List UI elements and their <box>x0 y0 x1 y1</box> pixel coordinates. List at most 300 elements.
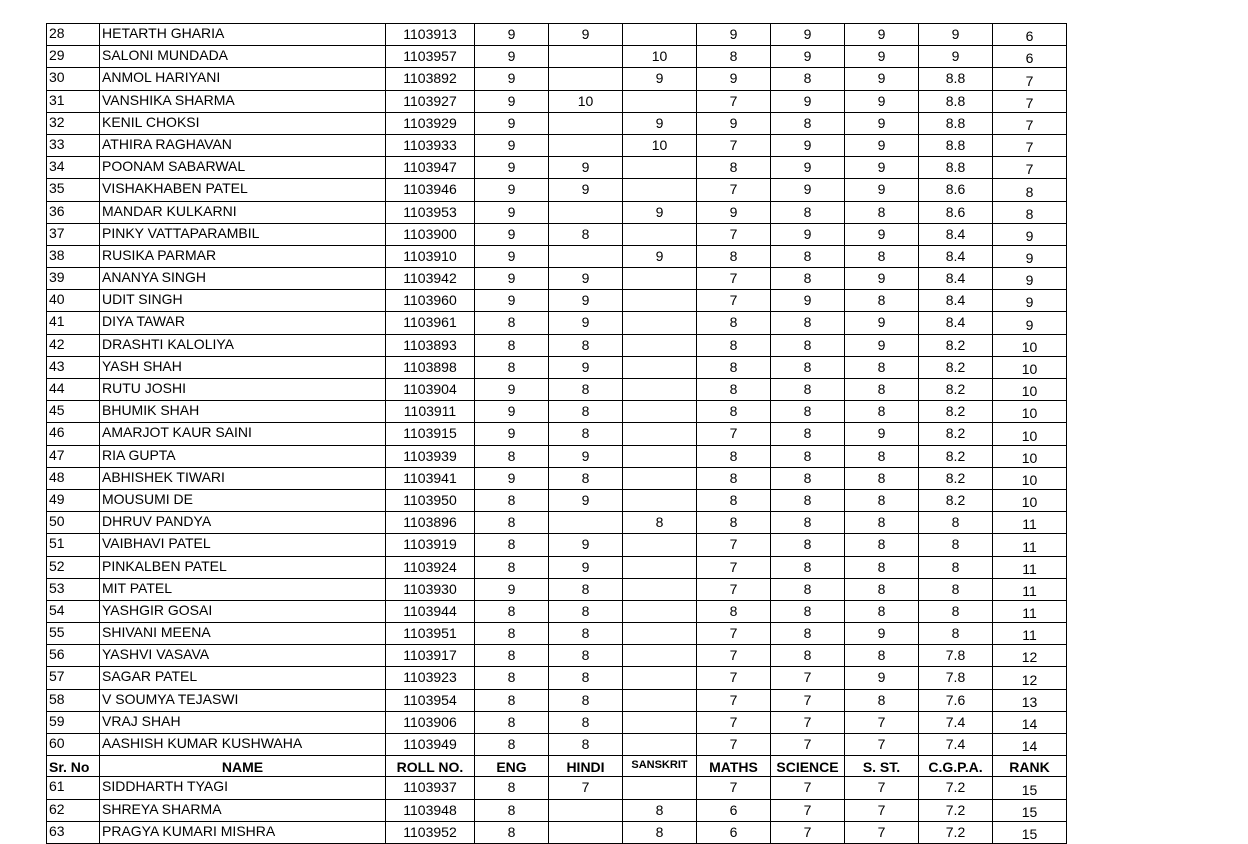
cell-sanskrit: 9 <box>623 245 697 267</box>
cell-name: MANDAR KULKARNI <box>100 201 386 223</box>
table-row <box>47 334 1067 356</box>
cell-maths: 9 <box>697 201 771 223</box>
cell-rank: 15 <box>993 799 1067 821</box>
table-row <box>47 556 1067 578</box>
table-row <box>47 489 1067 511</box>
cell-cgpa: 7.2 <box>919 821 993 843</box>
cell-roll-no: 1103950 <box>386 489 475 511</box>
cell-sr-no: 30 <box>47 68 100 90</box>
cell-name: V SOUMYA TEJASWI <box>100 689 386 711</box>
cell-rank: 11 <box>993 534 1067 556</box>
cell-sanskrit <box>623 689 697 711</box>
table-row <box>47 112 1067 134</box>
cell-name: ATHIRA RAGHAVAN <box>100 134 386 156</box>
table-row <box>47 90 1067 112</box>
cell-name: SAGAR PATEL <box>100 667 386 689</box>
cell-name: YASHGIR GOSAI <box>100 600 386 622</box>
cell-cgpa: 8.8 <box>919 68 993 90</box>
cell-sst: 8 <box>845 534 919 556</box>
cell-hindi <box>549 112 623 134</box>
cell-science: 8 <box>771 312 845 334</box>
cell-sanskrit <box>623 179 697 201</box>
cell-sr-no: 50 <box>47 512 100 534</box>
cell-name: KENIL CHOKSI <box>100 112 386 134</box>
cell-sanskrit <box>623 334 697 356</box>
cell-roll-no: 1103951 <box>386 623 475 645</box>
cell-science: 8 <box>771 556 845 578</box>
table-row <box>47 445 1067 467</box>
cell-eng: 8 <box>475 312 549 334</box>
cell-science: 8 <box>771 268 845 290</box>
cell-hindi: 9 <box>549 534 623 556</box>
cell-science: 8 <box>771 467 845 489</box>
cell-maths: 7 <box>697 90 771 112</box>
cell-maths: 9 <box>697 68 771 90</box>
cell-sr-no: 58 <box>47 689 100 711</box>
cell-cgpa: 9 <box>919 24 993 46</box>
cell-sst: 9 <box>845 179 919 201</box>
cell-maths: 7 <box>697 734 771 756</box>
cell-cgpa: 7.4 <box>919 711 993 733</box>
cell-sst: 9 <box>845 268 919 290</box>
table-row <box>47 799 1067 821</box>
cell-hindi <box>549 134 623 156</box>
cell-eng: 8 <box>475 556 549 578</box>
cell-name: YASH SHAH <box>100 356 386 378</box>
cell-name: PRAGYA KUMARI MISHRA <box>100 821 386 843</box>
cell-roll-no: 1103948 <box>386 799 475 821</box>
cell-eng: 9 <box>475 578 549 600</box>
cell-cgpa: 8.8 <box>919 134 993 156</box>
header-row <box>47 756 1067 777</box>
cell-sr-no: 48 <box>47 467 100 489</box>
cell-eng: 8 <box>475 821 549 843</box>
cell-name: DRASHTI KALOLIYA <box>100 334 386 356</box>
cell-sst: 8 <box>845 467 919 489</box>
cell-roll-no: 1103960 <box>386 290 475 312</box>
cell-rank: 9 <box>993 290 1067 312</box>
cell-sanskrit <box>623 623 697 645</box>
cell-sanskrit: 9 <box>623 201 697 223</box>
cell-rank: 8 <box>993 201 1067 223</box>
cell-sanskrit <box>623 379 697 401</box>
cell-science: 9 <box>771 134 845 156</box>
cell-sanskrit: 9 <box>623 68 697 90</box>
cell-name: VAIBHAVI PATEL <box>100 534 386 556</box>
cell-science: 8 <box>771 600 845 622</box>
cell-sr-no: 56 <box>47 645 100 667</box>
cell-sanskrit: 8 <box>623 799 697 821</box>
cell-science: 7 <box>771 689 845 711</box>
cell-sst: 9 <box>845 312 919 334</box>
cell-eng: 8 <box>475 534 549 556</box>
cell-hindi: 9 <box>549 157 623 179</box>
cell-hindi <box>549 799 623 821</box>
cell-rank: 6 <box>993 46 1067 68</box>
cell-sst: 9 <box>845 334 919 356</box>
cell-cgpa: 8.2 <box>919 467 993 489</box>
cell-roll-no: 1103910 <box>386 245 475 267</box>
cell-science: 8 <box>771 489 845 511</box>
cell-eng: 9 <box>475 268 549 290</box>
table-row <box>47 423 1067 445</box>
cell-maths: 8 <box>697 312 771 334</box>
cell-hindi <box>549 46 623 68</box>
cell-roll-no: 1103929 <box>386 112 475 134</box>
cell-rank: 7 <box>993 134 1067 156</box>
cell-name: SIDDHARTH TYAGI <box>100 777 386 799</box>
cell-roll-no: 1103893 <box>386 334 475 356</box>
cell-name: RUSIKA PARMAR <box>100 245 386 267</box>
table-row <box>47 623 1067 645</box>
cell-name: VANSHIKA SHARMA <box>100 90 386 112</box>
cell-rank: 10 <box>993 467 1067 489</box>
cell-sst: 9 <box>845 423 919 445</box>
cell-rank: 10 <box>993 489 1067 511</box>
cell-eng: 9 <box>475 467 549 489</box>
cell-sst: 9 <box>845 667 919 689</box>
cell-science: 8 <box>771 534 845 556</box>
cell-cgpa: 8.4 <box>919 312 993 334</box>
cell-sr-no: 32 <box>47 112 100 134</box>
cell-hindi <box>549 512 623 534</box>
cell-eng: 8 <box>475 777 549 799</box>
cell-rank: 11 <box>993 556 1067 578</box>
cell-maths: 7 <box>697 711 771 733</box>
cell-hindi: 7 <box>549 777 623 799</box>
cell-name: SALONI MUNDADA <box>100 46 386 68</box>
cell-rank: 7 <box>993 68 1067 90</box>
cell-eng: 9 <box>475 134 549 156</box>
cell-hindi <box>549 821 623 843</box>
cell-cgpa: 8.2 <box>919 401 993 423</box>
cell-sst: 8 <box>845 489 919 511</box>
table-row <box>47 290 1067 312</box>
cell-maths: 8 <box>697 157 771 179</box>
cell-sr-no: 35 <box>47 179 100 201</box>
cell-sr-no: 42 <box>47 334 100 356</box>
header-hindi: HINDI <box>549 756 623 777</box>
table-row <box>47 356 1067 378</box>
cell-eng: 9 <box>475 157 549 179</box>
cell-name: MIT PATEL <box>100 578 386 600</box>
cell-rank: 12 <box>993 667 1067 689</box>
cell-maths: 6 <box>697 799 771 821</box>
cell-sanskrit <box>623 645 697 667</box>
cell-eng: 9 <box>475 201 549 223</box>
cell-hindi: 8 <box>549 600 623 622</box>
cell-sr-no: 60 <box>47 734 100 756</box>
cell-science: 9 <box>771 290 845 312</box>
cell-sst: 9 <box>845 112 919 134</box>
cell-rank: 7 <box>993 157 1067 179</box>
cell-maths: 8 <box>697 445 771 467</box>
cell-maths: 8 <box>697 245 771 267</box>
cell-science: 9 <box>771 157 845 179</box>
cell-cgpa: 7.2 <box>919 799 993 821</box>
header-name: NAME <box>100 756 386 777</box>
cell-sst: 8 <box>845 356 919 378</box>
cell-hindi <box>549 201 623 223</box>
cell-science: 8 <box>771 379 845 401</box>
cell-roll-no: 1103961 <box>386 312 475 334</box>
cell-roll-no: 1103937 <box>386 777 475 799</box>
cell-cgpa: 8.8 <box>919 112 993 134</box>
cell-eng: 8 <box>475 689 549 711</box>
cell-eng: 8 <box>475 799 549 821</box>
cell-sr-no: 41 <box>47 312 100 334</box>
cell-maths: 7 <box>697 578 771 600</box>
cell-sst: 8 <box>845 379 919 401</box>
cell-eng: 8 <box>475 645 549 667</box>
cell-roll-no: 1103892 <box>386 68 475 90</box>
cell-hindi: 10 <box>549 90 623 112</box>
cell-rank: 10 <box>993 334 1067 356</box>
cell-name: DHRUV PANDYA <box>100 512 386 534</box>
cell-sr-no: 61 <box>47 777 100 799</box>
cell-name: RUTU JOSHI <box>100 379 386 401</box>
cell-science: 8 <box>771 245 845 267</box>
cell-maths: 7 <box>697 556 771 578</box>
cell-hindi: 8 <box>549 667 623 689</box>
cell-science: 8 <box>771 334 845 356</box>
cell-sanskrit <box>623 24 697 46</box>
table-row <box>47 179 1067 201</box>
cell-hindi: 9 <box>549 556 623 578</box>
cell-eng: 8 <box>475 600 549 622</box>
cell-sr-no: 53 <box>47 578 100 600</box>
cell-roll-no: 1103949 <box>386 734 475 756</box>
cell-sst: 7 <box>845 734 919 756</box>
cell-science: 7 <box>771 799 845 821</box>
cell-name: YASHVI VASAVA <box>100 645 386 667</box>
cell-roll-no: 1103953 <box>386 201 475 223</box>
cell-eng: 8 <box>475 623 549 645</box>
cell-cgpa: 8 <box>919 556 993 578</box>
cell-maths: 8 <box>697 600 771 622</box>
table-row <box>47 157 1067 179</box>
cell-roll-no: 1103933 <box>386 134 475 156</box>
cell-sr-no: 49 <box>47 489 100 511</box>
cell-roll-no: 1103942 <box>386 268 475 290</box>
cell-maths: 8 <box>697 467 771 489</box>
cell-sanskrit <box>623 445 697 467</box>
cell-sanskrit <box>623 467 697 489</box>
cell-sr-no: 29 <box>47 46 100 68</box>
cell-maths: 7 <box>697 223 771 245</box>
cell-science: 9 <box>771 90 845 112</box>
header-sst: S. ST. <box>845 756 919 777</box>
cell-hindi: 8 <box>549 467 623 489</box>
cell-hindi: 8 <box>549 423 623 445</box>
cell-rank: 9 <box>993 223 1067 245</box>
rows-group-after <box>47 777 1067 844</box>
cell-roll-no: 1103896 <box>386 512 475 534</box>
cell-cgpa: 7.2 <box>919 777 993 799</box>
cell-roll-no: 1103954 <box>386 689 475 711</box>
cell-maths: 7 <box>697 423 771 445</box>
cell-sr-no: 51 <box>47 534 100 556</box>
cell-eng: 8 <box>475 711 549 733</box>
table-row <box>47 600 1067 622</box>
cell-maths: 7 <box>697 623 771 645</box>
cell-name: BHUMIK SHAH <box>100 401 386 423</box>
cell-sst: 7 <box>845 799 919 821</box>
cell-sst: 8 <box>845 290 919 312</box>
cell-name: AASHISH KUMAR KUSHWAHA <box>100 734 386 756</box>
header-sr-no: Sr. No <box>47 756 100 777</box>
cell-eng: 9 <box>475 90 549 112</box>
cell-cgpa: 7.8 <box>919 667 993 689</box>
header-group <box>47 756 1067 777</box>
cell-cgpa: 8 <box>919 512 993 534</box>
cell-science: 8 <box>771 445 845 467</box>
cell-hindi: 8 <box>549 401 623 423</box>
cell-eng: 9 <box>475 379 549 401</box>
cell-sr-no: 54 <box>47 600 100 622</box>
cell-name: ANMOL HARIYANI <box>100 68 386 90</box>
cell-sst: 8 <box>845 445 919 467</box>
cell-roll-no: 1103904 <box>386 379 475 401</box>
cell-hindi: 8 <box>549 223 623 245</box>
cell-maths: 8 <box>697 334 771 356</box>
cell-sanskrit <box>623 777 697 799</box>
cell-maths: 8 <box>697 512 771 534</box>
cell-sanskrit <box>623 401 697 423</box>
cell-cgpa: 8.4 <box>919 290 993 312</box>
cell-sr-no: 40 <box>47 290 100 312</box>
cell-name: DIYA TAWAR <box>100 312 386 334</box>
cell-roll-no: 1103947 <box>386 157 475 179</box>
cell-hindi: 8 <box>549 734 623 756</box>
cell-sst: 9 <box>845 24 919 46</box>
cell-sst: 8 <box>845 512 919 534</box>
cell-cgpa: 8.2 <box>919 334 993 356</box>
cell-cgpa: 8 <box>919 600 993 622</box>
cell-maths: 6 <box>697 821 771 843</box>
cell-maths: 8 <box>697 379 771 401</box>
cell-roll-no: 1103915 <box>386 423 475 445</box>
rows-group-before <box>47 24 1067 756</box>
cell-name: UDIT SINGH <box>100 290 386 312</box>
cell-sst: 9 <box>845 46 919 68</box>
cell-eng: 8 <box>475 512 549 534</box>
cell-sst: 8 <box>845 600 919 622</box>
cell-sanskrit <box>623 356 697 378</box>
cell-sst: 8 <box>845 578 919 600</box>
cell-science: 8 <box>771 423 845 445</box>
cell-name: HETARTH GHARIA <box>100 24 386 46</box>
cell-sr-no: 46 <box>47 423 100 445</box>
cell-sanskrit <box>623 556 697 578</box>
table-row <box>47 201 1067 223</box>
cell-hindi: 9 <box>549 179 623 201</box>
cell-science: 7 <box>771 667 845 689</box>
cell-maths: 7 <box>697 534 771 556</box>
cell-name: VISHAKHABEN PATEL <box>100 179 386 201</box>
cell-science: 7 <box>771 777 845 799</box>
cell-maths: 7 <box>697 689 771 711</box>
cell-name: PINKALBEN PATEL <box>100 556 386 578</box>
cell-rank: 10 <box>993 356 1067 378</box>
cell-hindi: 9 <box>549 445 623 467</box>
cell-eng: 9 <box>475 223 549 245</box>
cell-maths: 9 <box>697 112 771 134</box>
header-roll-no: ROLL NO. <box>386 756 475 777</box>
cell-sr-no: 57 <box>47 667 100 689</box>
cell-roll-no: 1103952 <box>386 821 475 843</box>
cell-rank: 10 <box>993 401 1067 423</box>
cell-eng: 9 <box>475 46 549 68</box>
cell-sr-no: 52 <box>47 556 100 578</box>
cell-rank: 15 <box>993 777 1067 799</box>
cell-rank: 7 <box>993 90 1067 112</box>
cell-sanskrit: 8 <box>623 512 697 534</box>
table-row <box>47 734 1067 756</box>
cell-rank: 9 <box>993 268 1067 290</box>
cell-maths: 7 <box>697 179 771 201</box>
cell-rank: 14 <box>993 711 1067 733</box>
cell-roll-no: 1103898 <box>386 356 475 378</box>
cell-sr-no: 37 <box>47 223 100 245</box>
cell-rank: 10 <box>993 423 1067 445</box>
cell-sst: 8 <box>845 245 919 267</box>
cell-rank: 11 <box>993 623 1067 645</box>
table-row <box>47 134 1067 156</box>
cell-science: 8 <box>771 623 845 645</box>
cell-roll-no: 1103900 <box>386 223 475 245</box>
cell-hindi: 9 <box>549 290 623 312</box>
cell-sanskrit <box>623 423 697 445</box>
cell-sr-no: 39 <box>47 268 100 290</box>
cell-eng: 8 <box>475 489 549 511</box>
header-science: SCIENCE <box>771 756 845 777</box>
cell-sanskrit <box>623 734 697 756</box>
cell-maths: 8 <box>697 356 771 378</box>
cell-sanskrit <box>623 268 697 290</box>
cell-roll-no: 1103927 <box>386 90 475 112</box>
cell-rank: 6 <box>993 24 1067 46</box>
cell-maths: 7 <box>697 667 771 689</box>
cell-sr-no: 36 <box>47 201 100 223</box>
cell-sst: 9 <box>845 223 919 245</box>
header-eng: ENG <box>475 756 549 777</box>
cell-sanskrit <box>623 667 697 689</box>
cell-roll-no: 1103911 <box>386 401 475 423</box>
cell-cgpa: 9 <box>919 46 993 68</box>
cell-science: 8 <box>771 112 845 134</box>
table-row <box>47 24 1067 46</box>
cell-rank: 8 <box>993 179 1067 201</box>
cell-hindi: 8 <box>549 623 623 645</box>
cell-sanskrit <box>623 90 697 112</box>
cell-science: 8 <box>771 578 845 600</box>
cell-sr-no: 55 <box>47 623 100 645</box>
cell-science: 7 <box>771 821 845 843</box>
cell-sr-no: 62 <box>47 799 100 821</box>
cell-rank: 12 <box>993 645 1067 667</box>
cell-hindi <box>549 245 623 267</box>
cell-hindi: 9 <box>549 24 623 46</box>
cell-science: 7 <box>771 734 845 756</box>
cell-sr-no: 33 <box>47 134 100 156</box>
cell-sanskrit <box>623 489 697 511</box>
cell-name: RIA GUPTA <box>100 445 386 467</box>
cell-maths: 7 <box>697 290 771 312</box>
cell-sanskrit: 10 <box>623 134 697 156</box>
table-row <box>47 777 1067 799</box>
cell-sanskrit: 9 <box>623 112 697 134</box>
